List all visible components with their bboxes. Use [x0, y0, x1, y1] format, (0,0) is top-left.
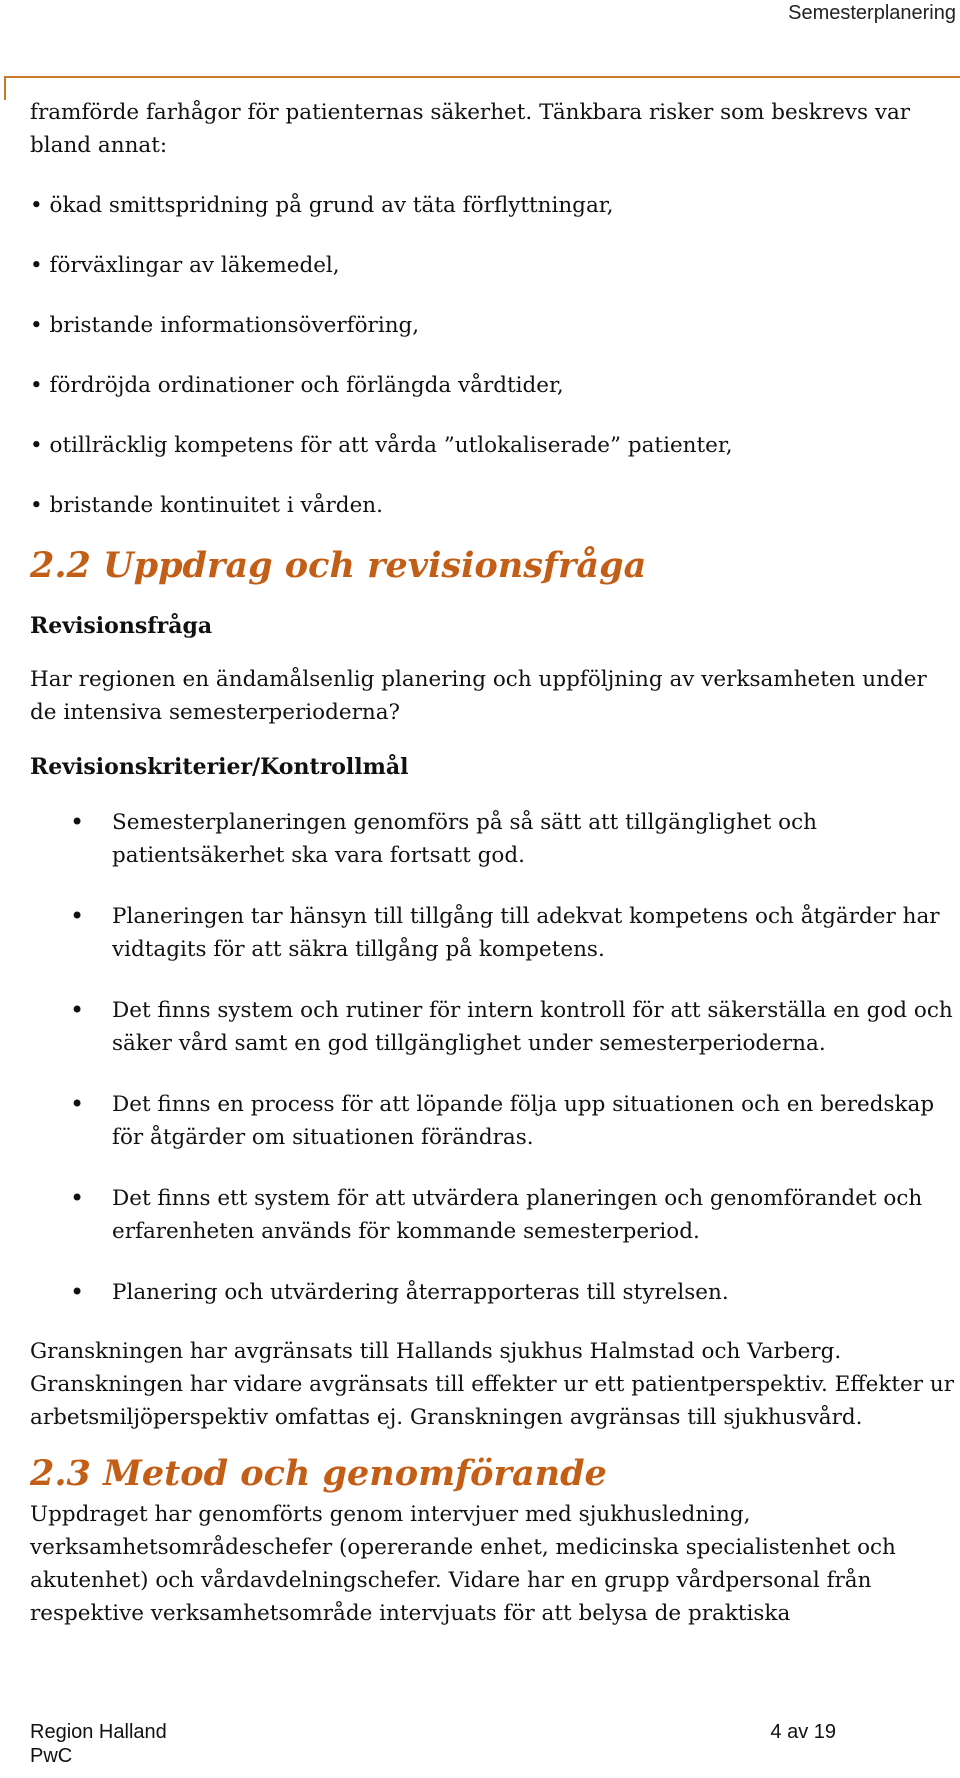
criteria-text: Semesterplaneringen genomförs på så sätt att tillgänglighet och patientsäkerhet ska vara fortsatt god. — [112, 810, 817, 868]
criteria-text: Det finns ett system för att utvärdera planeringen och genomförandet och erfarenheten används för kommande semesterperiod. — [112, 1186, 923, 1244]
running-header: Semesterplanering — [788, 2, 956, 24]
bullet-icon: • — [70, 996, 85, 1024]
bullet-icon: • — [70, 902, 85, 930]
risk-item: • bristande informationsöverföring, — [30, 309, 955, 342]
criteria-item — [30, 806, 955, 872]
footer-author: PwC — [30, 1745, 73, 1767]
criteria-text: Planering och utvärdering återrapporteras till styrelsen. — [112, 1280, 729, 1305]
question-text: Har regionen en ändamålsenlig planering och uppföljning av verksamheten under de intensiva semesterperioderna? — [30, 667, 927, 725]
section-2-3-heading: 2.3 Metod och genomförande — [30, 1453, 607, 1494]
bullet-icon: • — [70, 808, 85, 836]
page-number: 4 av 19 — [770, 1721, 836, 1743]
method-paragraph: Uppdraget har genomförts genom intervjuer med sjukhusledning, verksamhetsområdeschefer (opererande enhet, medicinska specialistenhet och akutenhet) och vårdavdelningschefer. Vidare har en grupp vårdpersonal från respektive verksamhetsområde intervjuats för att belysa de praktiska — [30, 1502, 896, 1626]
criteria-item — [30, 1276, 955, 1309]
intro-paragraph: framförde farhågor för patienternas säkerhet. Tänkbara risker som beskrevs var bland annat: — [30, 100, 911, 158]
bullet-icon: • — [70, 1278, 85, 1306]
criteria-text: Det finns en process för att löpande följa upp situationen och en beredskap för åtgärder om situationen förändras. — [112, 1092, 935, 1150]
risk-item: • bristande kontinuitet i vården. — [30, 489, 955, 522]
scope-paragraph: Granskningen har avgränsats till Hallands sjukhus Halmstad och Varberg. Granskningen har vidare avgränsats till effekter ur ett patientperspektiv. Effekter ur arbetsmiljöperspektiv omfattas ej. Granskningen avgränsas till sjukhusvård. — [30, 1339, 955, 1430]
bullet-icon: • — [70, 1090, 85, 1118]
question-heading: Revisionsfråga — [30, 613, 213, 639]
risk-item: • förväxlingar av läkemedel, — [30, 249, 955, 282]
criteria-item — [30, 1088, 955, 1154]
page-footer — [30, 1720, 836, 1768]
footer-organization: Region Halland — [30, 1721, 167, 1743]
risk-item: • fördröjda ordinationer och förlängda vårdtider, — [30, 369, 955, 402]
criteria-item — [30, 1182, 955, 1248]
criteria-item — [30, 994, 955, 1060]
criteria-list — [30, 806, 955, 1309]
risk-list — [30, 189, 955, 522]
page-content — [30, 96, 955, 1630]
risk-item: • ökad smittspridning på grund av täta förflyttningar, — [30, 189, 955, 222]
criteria-text: Planeringen tar hänsyn till tillgång till adekvat kompetens och åtgärder har vidtagits för att säkra tillgång på kompetens. — [112, 904, 940, 962]
criteria-item — [30, 900, 955, 966]
section-2-2-heading: 2.2 Uppdrag och revisionsfråga — [30, 545, 647, 586]
criteria-heading: Revisionskriterier/Kontrollmål — [30, 754, 409, 780]
criteria-text: Det finns system och rutiner för intern kontroll för att säkerställa en god och säker vård samt en god tillgänglighet under semesterperioderna. — [112, 998, 953, 1056]
risk-item: • otillräcklig kompetens för att vårda ”utlokaliserade” patienter, — [30, 429, 955, 462]
bullet-icon: • — [70, 1184, 85, 1212]
